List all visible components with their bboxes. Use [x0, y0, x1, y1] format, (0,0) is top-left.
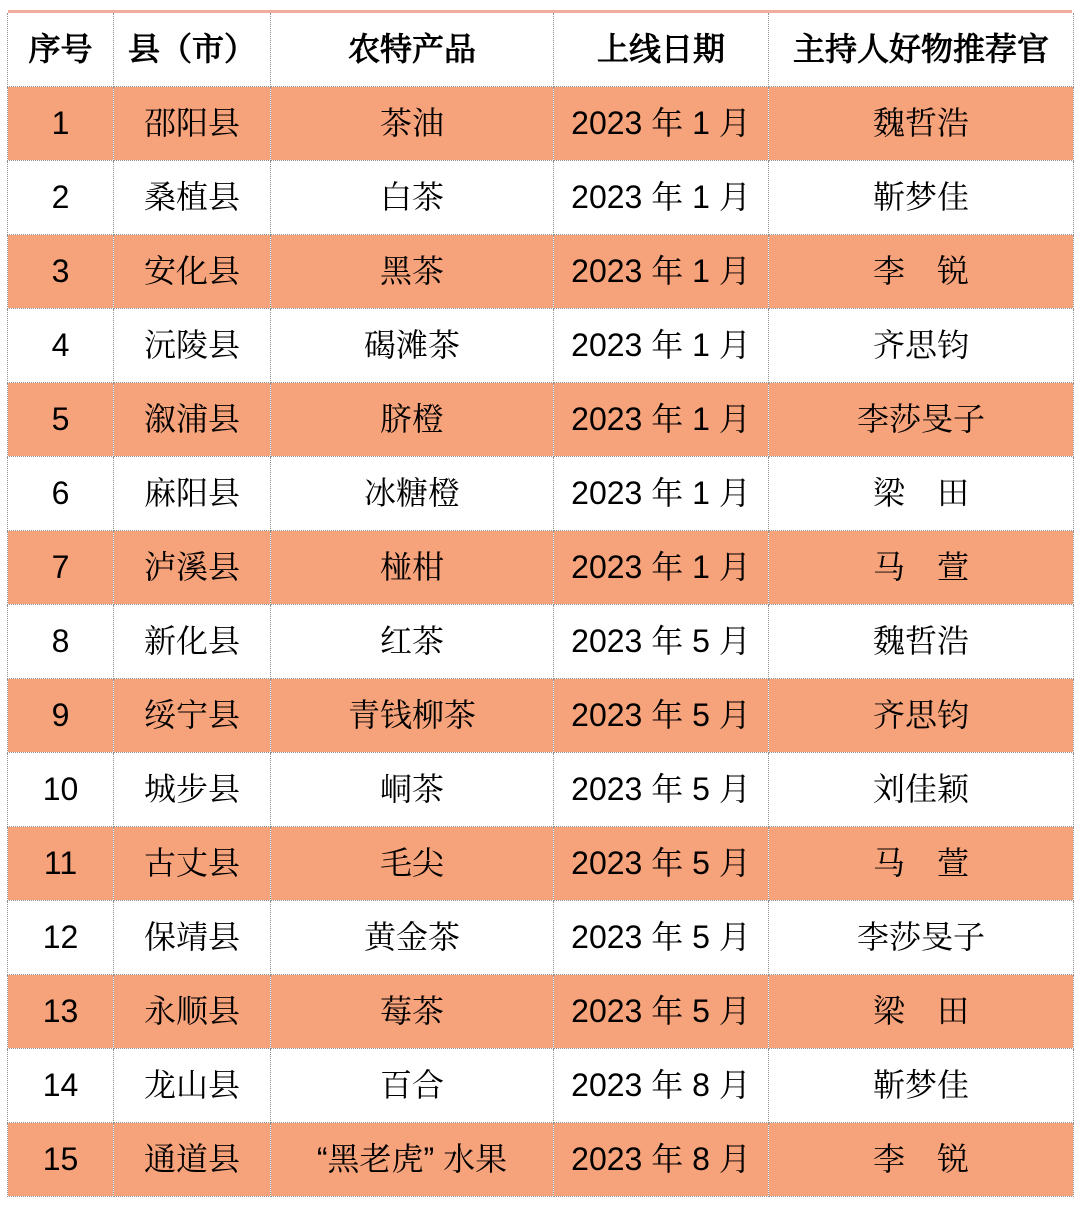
table-row: [8, 679, 1074, 753]
table-row: [8, 901, 1074, 975]
cell-county: 保靖县: [114, 901, 271, 975]
cell-seq: 9: [8, 679, 114, 753]
cell-county: 城步县: [114, 753, 271, 827]
cell-seq: 5: [8, 383, 114, 457]
cell-date: 2023 年 1 月: [554, 457, 769, 531]
cell-product: 白茶: [271, 161, 554, 235]
cell-host: 齐思钧: [769, 309, 1074, 383]
table-header-row: [8, 13, 1074, 87]
cell-date: 2023 年 5 月: [554, 901, 769, 975]
table-row: [8, 1123, 1074, 1197]
cell-date: 2023 年 5 月: [554, 827, 769, 901]
cell-host: 齐思钧: [769, 679, 1074, 753]
cell-county: 永顺县: [114, 975, 271, 1049]
cell-date: 2023 年 1 月: [554, 235, 769, 309]
cell-date: 2023 年 1 月: [554, 309, 769, 383]
cell-seq: 2: [8, 161, 114, 235]
cell-host: 梁 田: [769, 457, 1074, 531]
table-header: [8, 13, 1074, 87]
cell-product: 峒茶: [271, 753, 554, 827]
cell-product: 脐橙: [271, 383, 554, 457]
cell-product: 椪柑: [271, 531, 554, 605]
cell-product: 黄金茶: [271, 901, 554, 975]
cell-county: 安化县: [114, 235, 271, 309]
table-row: [8, 975, 1074, 1049]
cell-county: 泸溪县: [114, 531, 271, 605]
cell-county: 桑植县: [114, 161, 271, 235]
cell-county: 通道县: [114, 1123, 271, 1197]
cell-product: 冰糖橙: [271, 457, 554, 531]
cell-date: 2023 年 1 月: [554, 161, 769, 235]
cell-product: 黑茶: [271, 235, 554, 309]
table-row: [8, 1049, 1074, 1123]
cell-seq: 15: [8, 1123, 114, 1197]
cell-host: 魏哲浩: [769, 87, 1074, 161]
cell-county: 邵阳县: [114, 87, 271, 161]
cell-host: 靳梦佳: [769, 161, 1074, 235]
cell-date: 2023 年 5 月: [554, 605, 769, 679]
cell-county: 绥宁县: [114, 679, 271, 753]
header-cell-county: 县（市）: [114, 13, 271, 87]
cell-host: 马 萱: [769, 827, 1074, 901]
cell-host: 李莎旻子: [769, 901, 1074, 975]
cell-date: 2023 年 5 月: [554, 679, 769, 753]
header-cell-seq: 序号: [8, 13, 114, 87]
table-row: [8, 531, 1074, 605]
cell-date: 2023 年 5 月: [554, 753, 769, 827]
cell-seq: 8: [8, 605, 114, 679]
cell-product: “黑老虎” 水果: [271, 1123, 554, 1197]
cell-product: 莓茶: [271, 975, 554, 1049]
cell-county: 麻阳县: [114, 457, 271, 531]
products-table: [7, 13, 1074, 1197]
cell-product: 茶油: [271, 87, 554, 161]
cell-date: 2023 年 1 月: [554, 383, 769, 457]
cell-product: 百合: [271, 1049, 554, 1123]
cell-seq: 11: [8, 827, 114, 901]
cell-date: 2023 年 8 月: [554, 1049, 769, 1123]
cell-product: 碣滩茶: [271, 309, 554, 383]
cell-host: 马 萱: [769, 531, 1074, 605]
cell-county: 沅陵县: [114, 309, 271, 383]
cell-seq: 13: [8, 975, 114, 1049]
cell-date: 2023 年 1 月: [554, 531, 769, 605]
header-cell-date: 上线日期: [554, 13, 769, 87]
cell-host: 魏哲浩: [769, 605, 1074, 679]
cell-seq: 14: [8, 1049, 114, 1123]
cell-host: 李 锐: [769, 1123, 1074, 1197]
cell-product: 青钱柳茶: [271, 679, 554, 753]
cell-county: 溆浦县: [114, 383, 271, 457]
header-cell-host: 主持人好物推荐官: [769, 13, 1074, 87]
table-row: [8, 383, 1074, 457]
cell-seq: 12: [8, 901, 114, 975]
cell-seq: 10: [8, 753, 114, 827]
cell-seq: 4: [8, 309, 114, 383]
cell-date: 2023 年 5 月: [554, 975, 769, 1049]
cell-seq: 6: [8, 457, 114, 531]
cell-seq: 7: [8, 531, 114, 605]
cell-host: 李 锐: [769, 235, 1074, 309]
cell-host: 靳梦佳: [769, 1049, 1074, 1123]
cell-product: 红茶: [271, 605, 554, 679]
header-cell-product: 农特产品: [271, 13, 554, 87]
cell-county: 龙山县: [114, 1049, 271, 1123]
table-row: [8, 235, 1074, 309]
table-row: [8, 753, 1074, 827]
cell-host: 梁 田: [769, 975, 1074, 1049]
table-row: [8, 161, 1074, 235]
table-row: [8, 827, 1074, 901]
cell-seq: 3: [8, 235, 114, 309]
table-row: [8, 457, 1074, 531]
cell-date: 2023 年 8 月: [554, 1123, 769, 1197]
cell-product: 毛尖: [271, 827, 554, 901]
cell-county: 新化县: [114, 605, 271, 679]
table-row: [8, 309, 1074, 383]
table-body: [8, 87, 1074, 1197]
cell-date: 2023 年 1 月: [554, 87, 769, 161]
table-row: [8, 87, 1074, 161]
cell-county: 古丈县: [114, 827, 271, 901]
cell-host: 刘佳颖: [769, 753, 1074, 827]
table-row: [8, 605, 1074, 679]
cell-seq: 1: [8, 87, 114, 161]
cell-host: 李莎旻子: [769, 383, 1074, 457]
